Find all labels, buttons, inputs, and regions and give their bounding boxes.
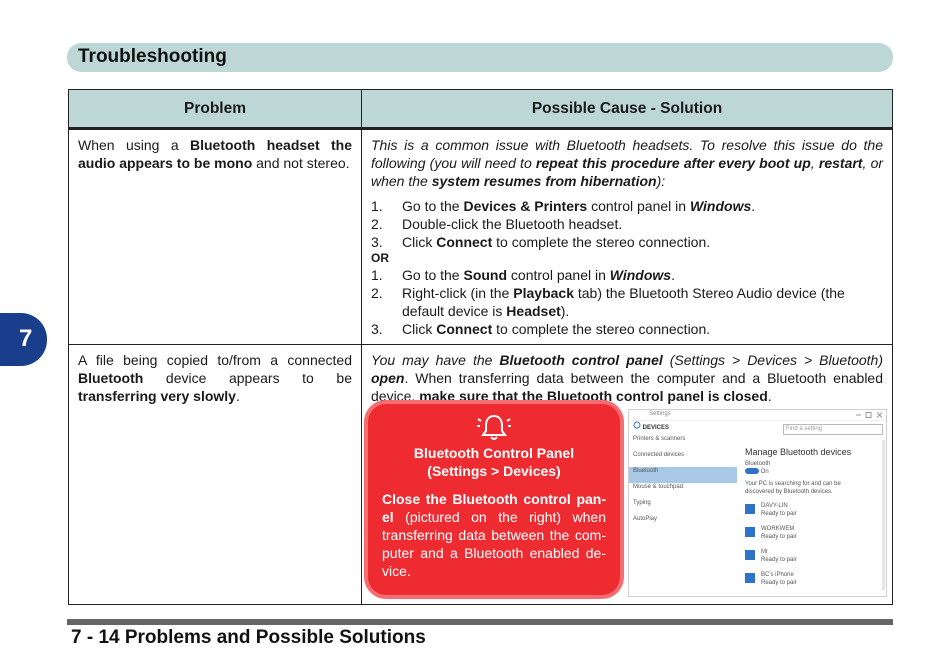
note-callout	[368, 404, 620, 595]
sidebar-item-bluetooth[interactable]: Bluetooth	[629, 467, 737, 483]
sidebar-item-typing[interactable]: Typing	[633, 500, 651, 506]
list-item[interactable]: BC's iPhone Ready to pair	[745, 571, 883, 594]
sidebar-item-mouse[interactable]: Mouse & touchpad	[633, 484, 684, 490]
settings-sidebar	[629, 421, 737, 596]
page-heading: Manage Bluetooth devices	[745, 447, 852, 457]
bell-icon	[476, 412, 512, 442]
sidebar-item-connected-devices[interactable]: Connected devices	[633, 452, 685, 458]
list-item: 3. Click Connect to complete the stereo connection.	[371, 321, 711, 337]
steps-list-a	[371, 197, 883, 251]
window-title: Settings	[629, 410, 886, 421]
section-title: Troubleshooting	[78, 46, 227, 67]
device-icon	[745, 550, 755, 560]
list-item[interactable]: Mr Ready to pair	[745, 548, 883, 571]
problem-bold: Bluetooth headset the audio appears to be mono	[78, 137, 353, 171]
list-item: 1. Go to the Devices & Printers control panel in Windows.	[371, 198, 756, 214]
bluetooth-toggle[interactable]	[745, 468, 759, 474]
list-item: 3. Click Connect to complete the stereo connection.	[371, 234, 711, 250]
solution-cell	[362, 129, 893, 345]
steps-list-b	[371, 266, 883, 338]
chapter-tab	[0, 313, 47, 366]
callout-body: Close the Bluetooth control pan-el (pictured on the right) when transferring data between the com-puter and a Bluetooth enabled de-vice.	[382, 491, 606, 579]
window-controls-icon	[855, 412, 883, 418]
settings-main	[745, 446, 883, 594]
callout-title: Bluetooth Control Panel (Settings > Devices)	[413, 445, 575, 479]
settings-header: DEVICES	[642, 425, 670, 431]
header-problem: Problem	[69, 90, 362, 129]
gear-icon	[633, 421, 641, 429]
problem-cell: A file being copied to/from a connected Bluetooth device appears to be transferring very slowly.	[69, 345, 362, 605]
list-item[interactable]: DAVY-LIN Ready to pair	[745, 502, 883, 525]
bluetooth-label: Bluetooth	[745, 461, 771, 467]
list-item: 2. Right-click (in the Playback tab) the Bluetooth Stereo Audio device (the default device is Headset).	[371, 285, 845, 319]
problem-text: When using a	[78, 137, 190, 153]
bluetooth-settings-screenshot	[628, 409, 887, 597]
device-icon	[745, 527, 755, 537]
list-item: 1. Go to the Sound control panel in Windows.	[371, 267, 675, 283]
chapter-number: 7	[19, 325, 33, 352]
solution-text: You may have the Bluetooth control panel (Settings > Devices > Bluetooth) open. When transferring data between the computer and a Bluetooth enabled device, make sure that the Bluetooth control panel is closed.	[371, 352, 883, 404]
table-row	[69, 129, 893, 345]
list-item[interactable]: WORKWEM Ready to pair	[745, 525, 883, 548]
footer-title: 7 - 14 Problems and Possible Solutions	[71, 627, 426, 648]
sidebar-item-printers[interactable]: Printers & scanners	[633, 436, 686, 442]
device-list	[745, 502, 883, 594]
section-banner	[67, 43, 893, 72]
problem-text: and not stereo.	[252, 155, 350, 171]
discover-note: Your PC is searching for and can be discovered by Bluetooth devices.	[745, 481, 841, 495]
device-icon	[745, 504, 755, 514]
or-label: OR	[371, 251, 389, 265]
scrollbar[interactable]	[882, 440, 885, 590]
list-item: 2. Double-click the Bluetooth headset.	[371, 216, 623, 232]
search-input[interactable]: Find a setting	[783, 424, 883, 435]
sidebar-item-autoplay[interactable]: AutoPlay	[633, 516, 658, 522]
header-solution: Possible Cause - Solution	[362, 90, 893, 129]
toggle-state: On	[760, 469, 769, 475]
device-icon	[745, 573, 755, 583]
solution-intro: This is a common issue with Bluetooth headsets. To resolve this issue do the following (you will need to repeat this procedure after every boot up, restart, or when the system resumes from hibernation):	[371, 137, 884, 189]
problem-cell	[69, 129, 362, 345]
footer-rule	[67, 619, 893, 625]
